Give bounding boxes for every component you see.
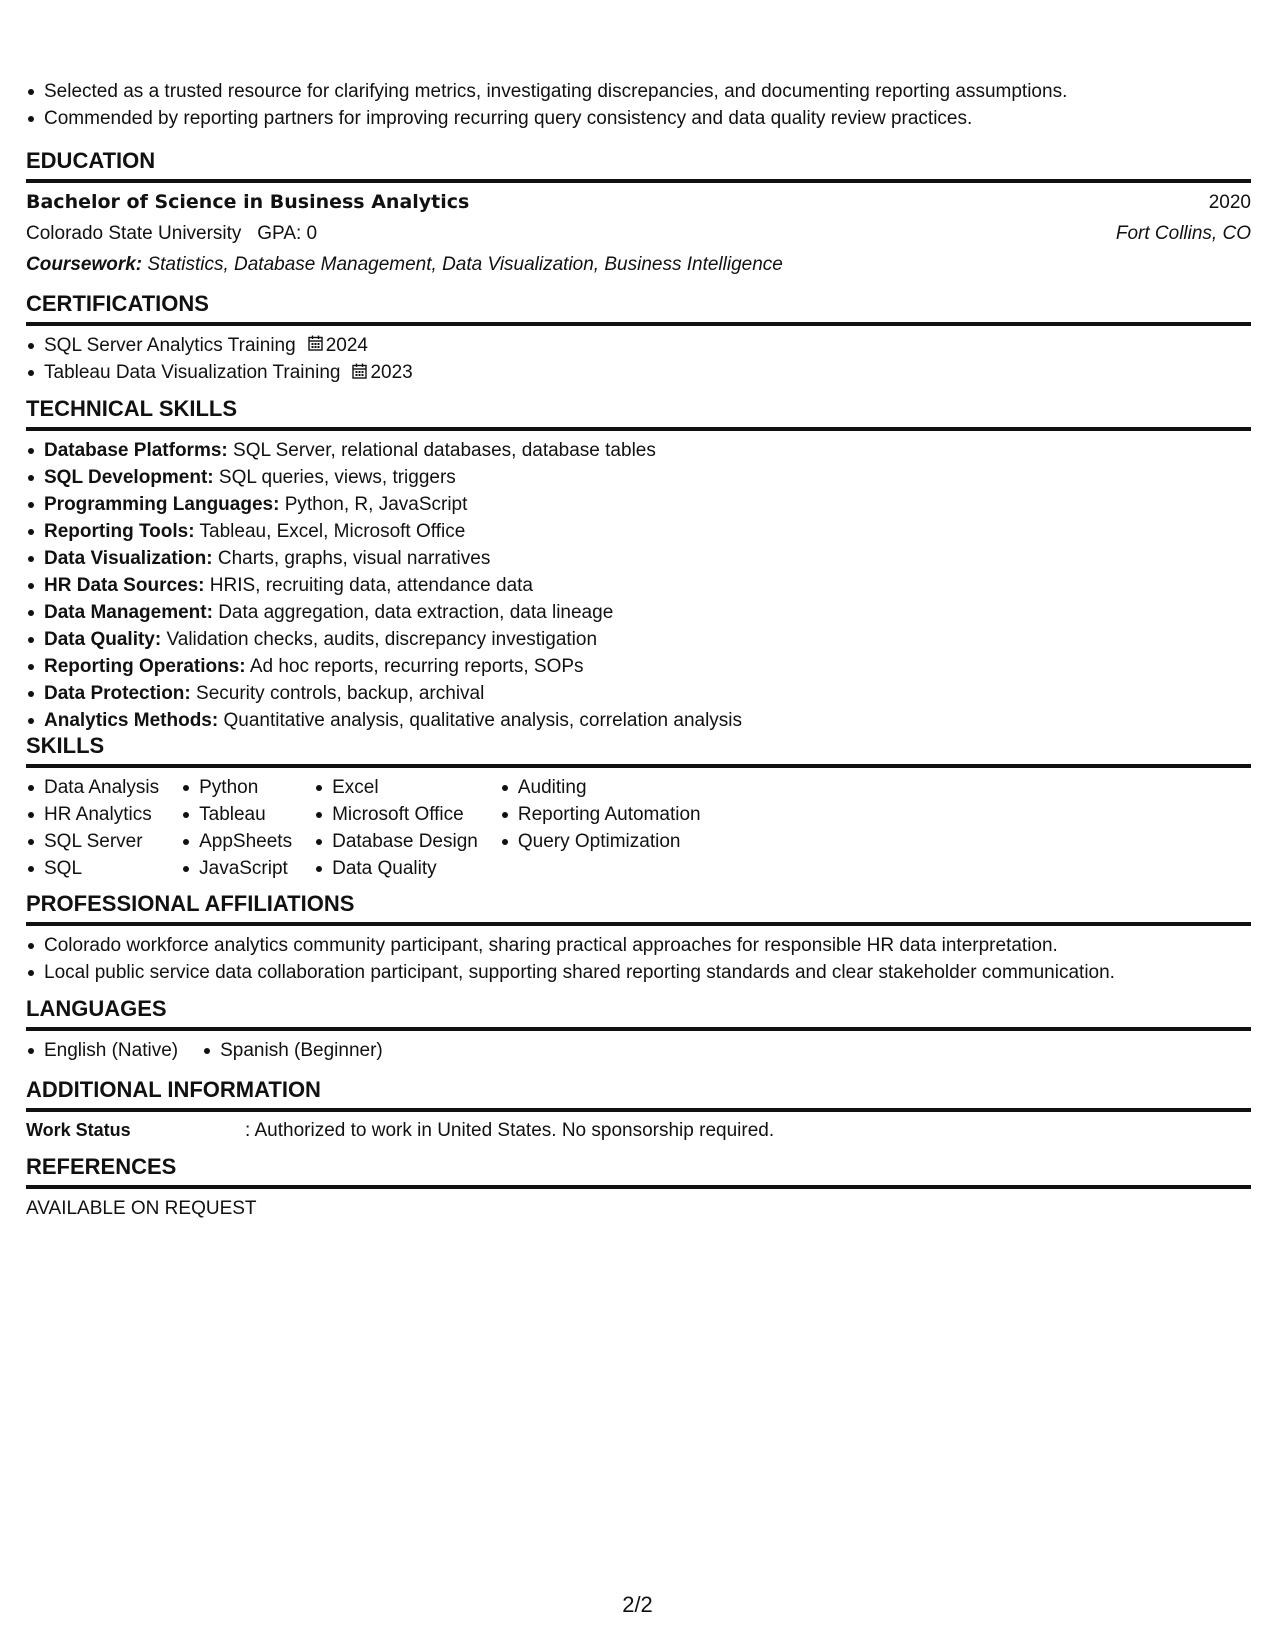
list-item: Microsoft Office [314, 801, 478, 828]
list-item [26, 359, 1251, 386]
achievements-list [26, 78, 1251, 132]
list-item [26, 572, 1251, 599]
list-item: Spanish (Beginner) [202, 1037, 383, 1064]
coursework [26, 249, 1251, 280]
list-item: AppSheets [181, 828, 292, 855]
skill-category: Database Platforms: [44, 440, 228, 461]
list-item [26, 626, 1251, 653]
section-title: CERTIFICATIONS [26, 291, 1251, 326]
certification-year: 2023 [370, 362, 413, 384]
skill-category: Reporting Operations: [44, 656, 246, 677]
list-item: Data Analysis [26, 774, 159, 801]
list-item: HR Analytics [26, 801, 159, 828]
list-item: Colorado workforce analytics community participant, sharing practical approaches for responsible HR data interpretation. [26, 932, 1251, 959]
skills-section [26, 733, 1251, 882]
skill-values: Quantitative analysis, qualitative analysis, correlation analysis [223, 710, 743, 731]
skills-column [500, 774, 701, 882]
list-item: JavaScript [181, 855, 292, 882]
work-status-value: : Authorized to work in United States. No sponsorship required. [245, 1120, 775, 1141]
list-item [26, 599, 1251, 626]
list-item: Query Optimization [500, 828, 701, 855]
skill-values: Validation checks, audits, discrepancy investigation [166, 629, 598, 650]
section-title: SKILLS [26, 733, 1251, 768]
list-item: Database Design [314, 828, 478, 855]
skill-values: Ad hoc reports, recurring reports, SOPs [249, 656, 584, 677]
skill-values: Python, R, JavaScript [284, 494, 468, 515]
languages-section [26, 996, 1251, 1064]
certifications-section [26, 291, 1251, 387]
section-title: EDUCATION [26, 148, 1251, 183]
page-number: 2/2 [622, 1592, 653, 1617]
skills-column [26, 774, 159, 882]
section-title: PROFESSIONAL AFFILIATIONS [26, 891, 1251, 926]
skill-values: Tableau, Excel, Microsoft Office [199, 521, 466, 542]
school-location: Fort Collins, CO [1115, 223, 1251, 244]
skills-column [314, 774, 478, 882]
skill-category: SQL Development: [44, 467, 214, 488]
additional-info-section [26, 1077, 1251, 1144]
education-section [26, 148, 1251, 280]
list-item [26, 680, 1251, 707]
section-title: REFERENCES [26, 1154, 1251, 1189]
section-title: TECHNICAL SKILLS [26, 396, 1251, 431]
list-item: SQL Server [26, 828, 159, 855]
calendar-icon [308, 332, 323, 359]
list-item: Selected as a trusted resource for clarifying metrics, investigating discrepancies, and documenting reporting assumptions. [26, 78, 1251, 105]
skill-values: HRIS, recruiting data, attendance data [209, 575, 533, 596]
list-item [26, 518, 1251, 545]
skill-values: Charts, graphs, visual narratives [217, 548, 491, 569]
affiliations-section [26, 891, 1251, 986]
list-item: SQL [26, 855, 159, 882]
skill-category: Data Management: [44, 602, 213, 623]
list-item: English (Native) [26, 1037, 178, 1064]
skill-category: Data Quality: [44, 629, 162, 650]
skill-values: SQL Server, relational databases, database tables [233, 440, 656, 461]
skill-values: Security controls, backup, archival [196, 683, 485, 704]
section-title: LANGUAGES [26, 996, 1251, 1031]
list-item: Excel [314, 774, 478, 801]
certification-name: SQL Server Analytics Training [44, 335, 296, 356]
degree-name: Bachelor of Science in Business Analytics [26, 191, 470, 213]
references-section [26, 1154, 1251, 1222]
list-item: Python [181, 774, 292, 801]
graduation-year: 2020 [1208, 192, 1251, 213]
list-item: Data Quality [314, 855, 478, 882]
references-text: AVAILABLE ON REQUEST [26, 1198, 257, 1219]
technical-skills-section [26, 396, 1251, 734]
list-item [26, 464, 1251, 491]
list-item: Commended by reporting partners for improving recurring query consistency and data quality review practices. [26, 105, 1251, 132]
work-status-label: Work Status [26, 1120, 131, 1140]
skill-values: Data aggregation, data extraction, data lineage [218, 602, 614, 623]
coursework-list: Statistics, Database Management, Data Visualization, Business Intelligence [147, 254, 783, 275]
list-item [26, 545, 1251, 572]
skills-column [181, 774, 292, 882]
list-item [26, 437, 1251, 464]
skill-category: Analytics Methods: [44, 710, 219, 731]
skill-category: Data Protection: [44, 683, 191, 704]
list-item: Reporting Automation [500, 801, 701, 828]
skill-category: Programming Languages: [44, 494, 280, 515]
list-item [26, 491, 1251, 518]
school-name: Colorado State University [26, 223, 242, 244]
list-item [26, 707, 1251, 734]
certification-year: 2024 [325, 335, 368, 356]
gpa: GPA: 0 [257, 223, 318, 244]
skill-category: HR Data Sources: [44, 575, 205, 596]
calendar-icon [352, 360, 367, 387]
coursework-label: Coursework: [26, 254, 143, 275]
list-item [26, 653, 1251, 680]
list-item: Tableau [181, 801, 292, 828]
skill-category: Reporting Tools: [44, 521, 195, 542]
list-item: Local public service data collaboration participant, supporting shared reporting standards and clear stakeholder communication. [26, 959, 1251, 986]
section-title: ADDITIONAL INFORMATION [26, 1077, 1251, 1112]
skill-values: SQL queries, views, triggers [218, 467, 456, 488]
list-item [26, 332, 1251, 359]
skill-category: Data Visualization: [44, 548, 213, 569]
list-item: Auditing [500, 774, 701, 801]
certification-name: Tableau Data Visualization Training [44, 362, 341, 384]
